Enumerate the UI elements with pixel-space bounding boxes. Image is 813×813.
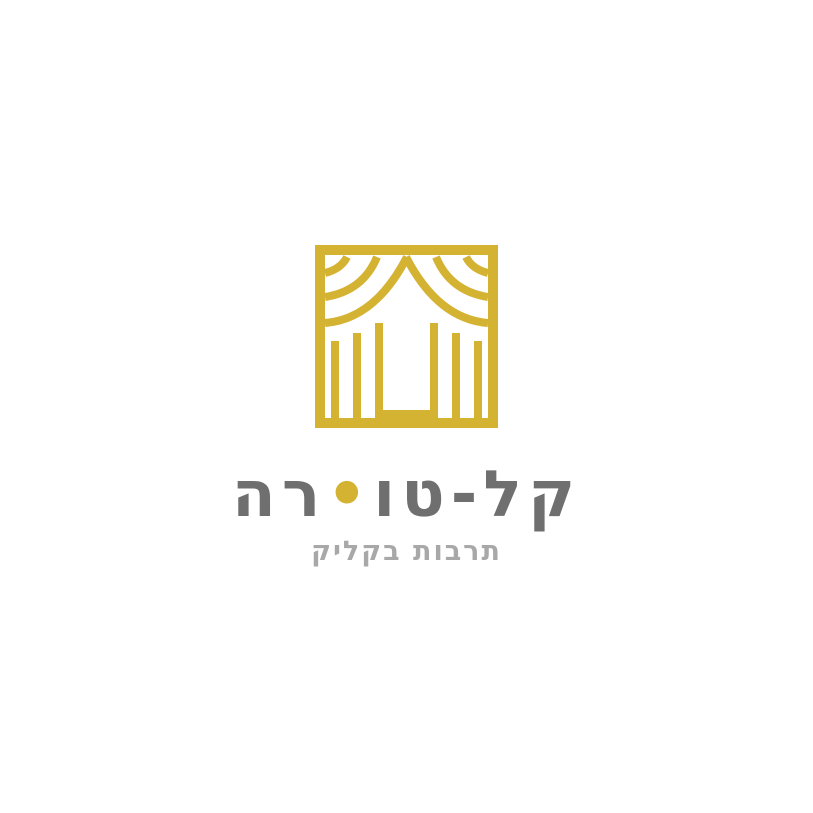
brand-name <box>230 455 583 535</box>
brand-name-part-1: קל-טו <box>373 458 582 532</box>
brand-name-part-2: רה <box>231 458 327 532</box>
theater-curtain-icon <box>315 245 498 428</box>
tagline: תרבות בקליק <box>311 536 502 567</box>
brand-dot: • <box>326 458 374 532</box>
